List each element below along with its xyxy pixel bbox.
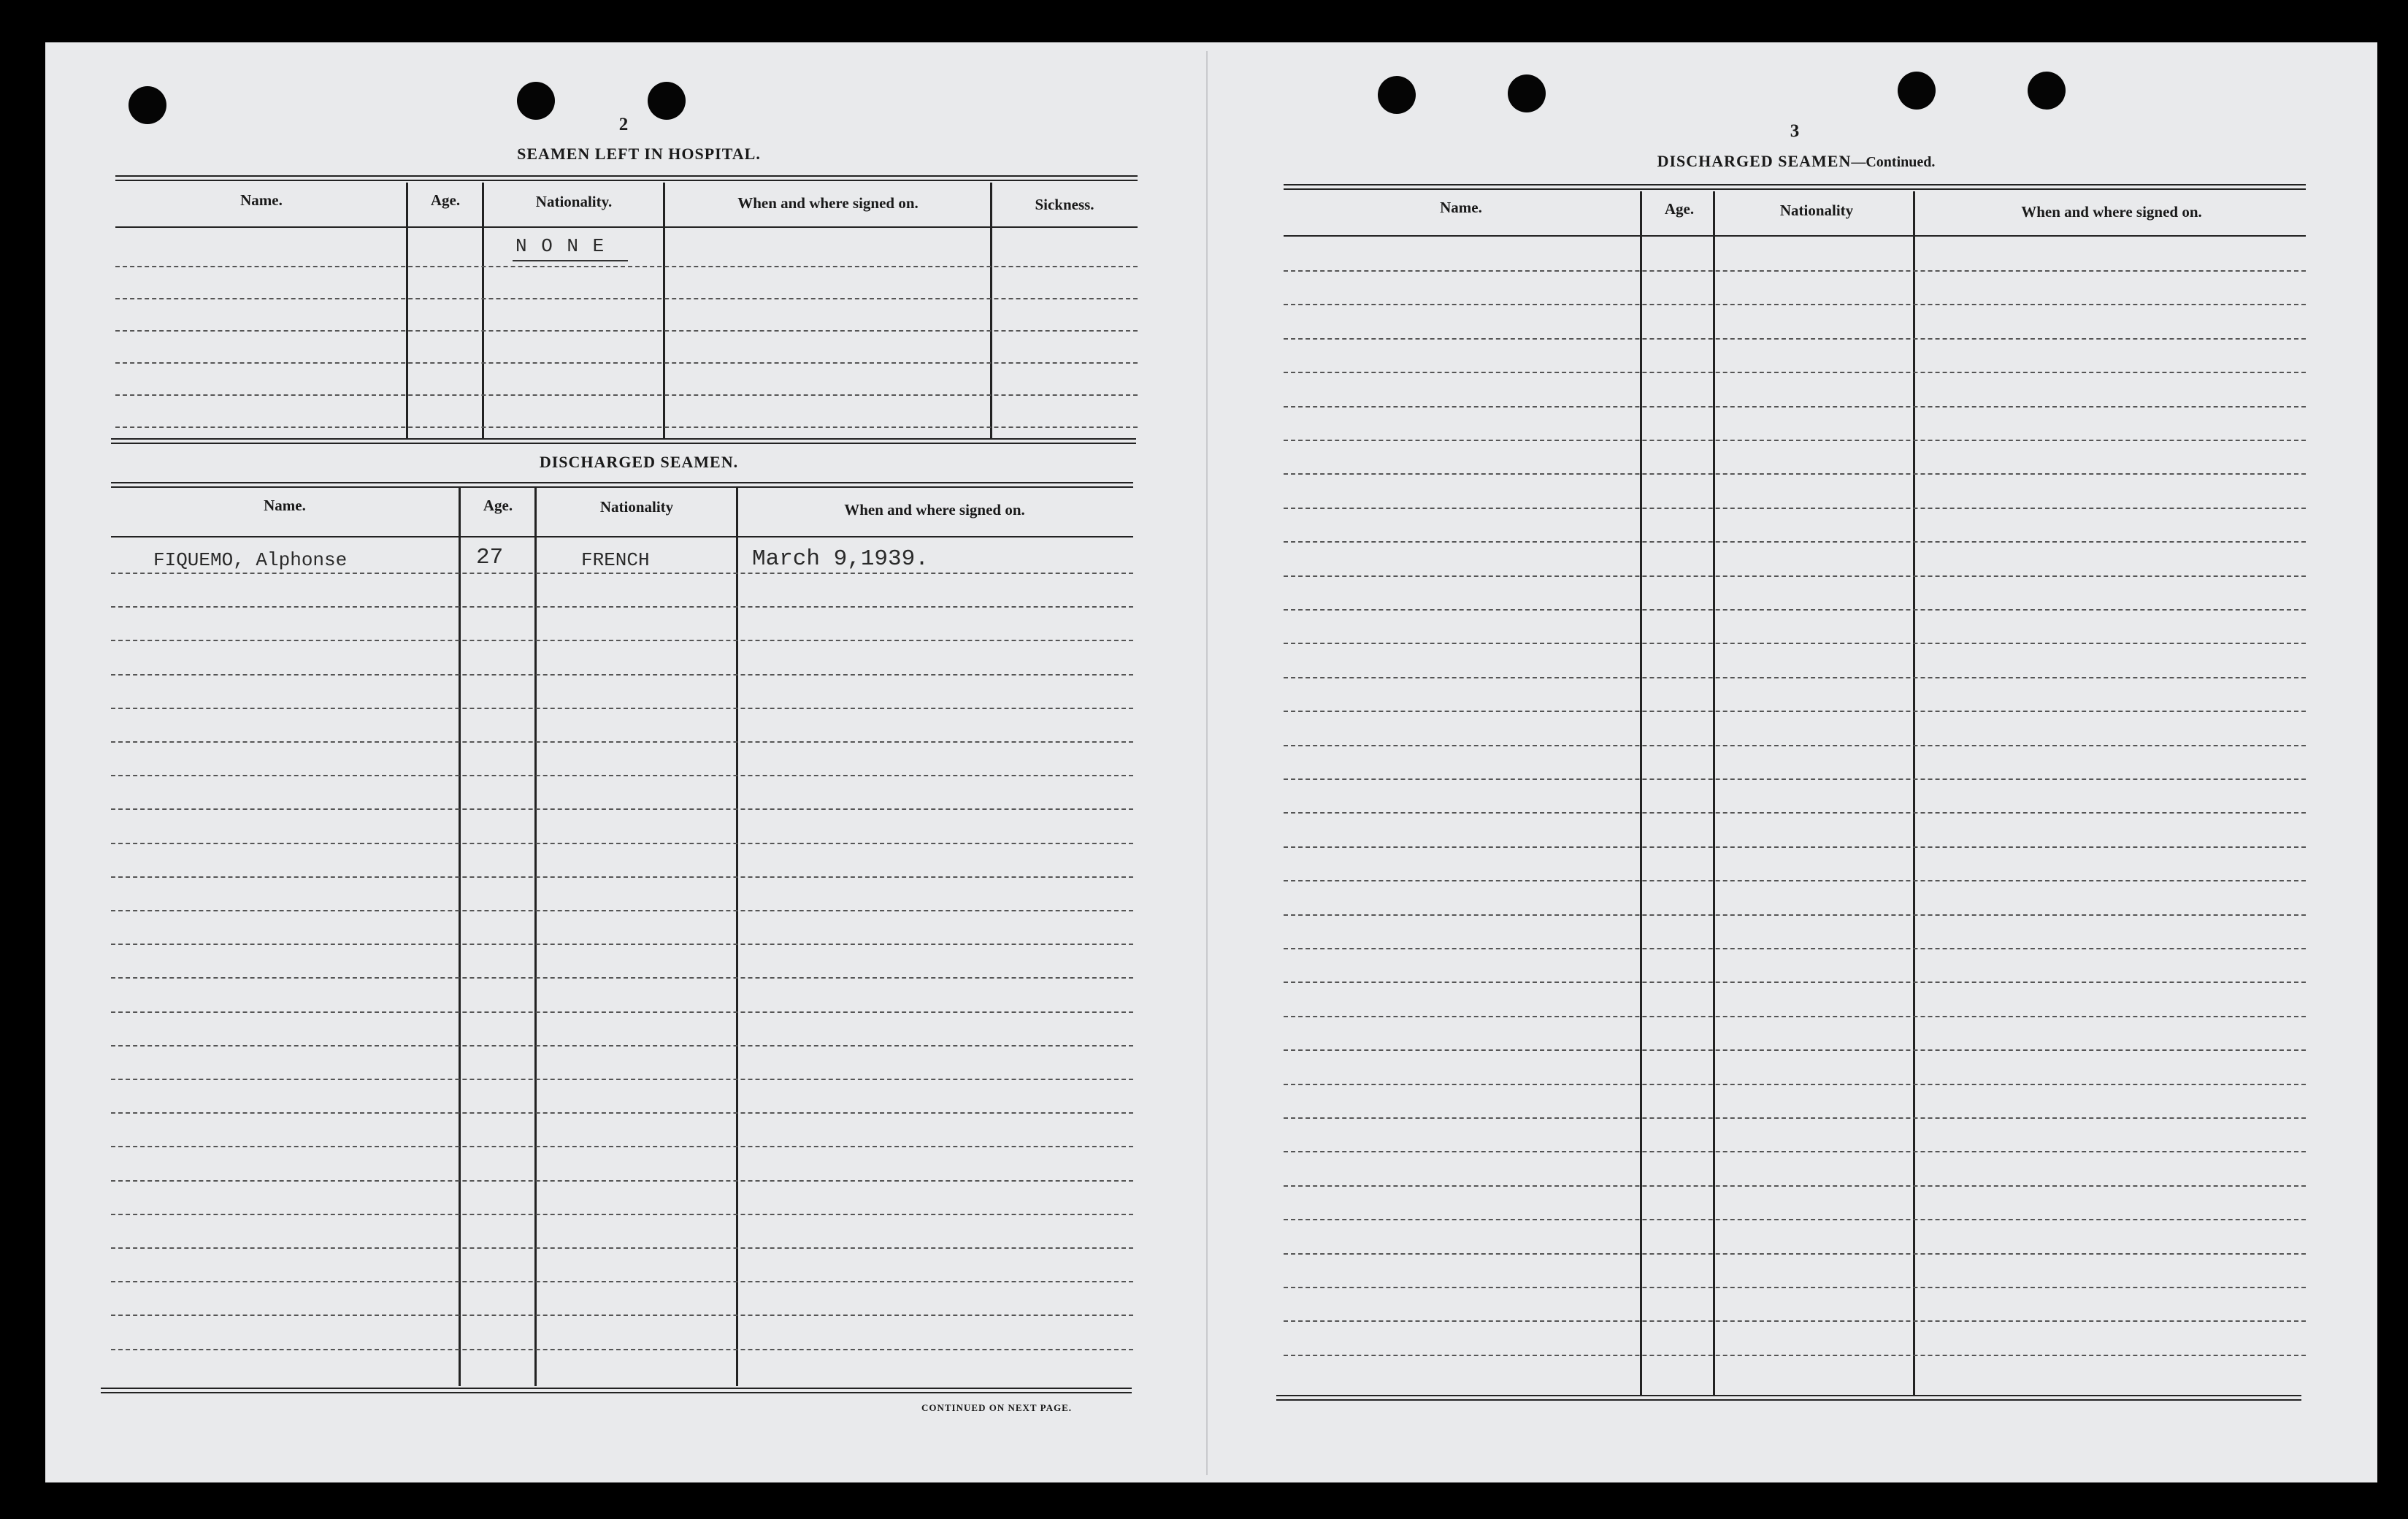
hospital-header-nationality: Nationality. xyxy=(535,193,613,210)
discharged-bottom-rule xyxy=(101,1388,1132,1393)
ruled-line xyxy=(1284,508,2306,509)
ruled-line xyxy=(111,944,1133,945)
ruled-line xyxy=(111,1315,1133,1316)
ruled-line xyxy=(1284,1287,2306,1288)
punch-hole xyxy=(1378,76,1416,114)
right-header-age: Age. xyxy=(1664,200,1695,218)
discharged-col-divider xyxy=(534,488,537,1386)
ruled-line xyxy=(111,573,1133,574)
hospital-header-sickness: Sickness. xyxy=(1035,196,1094,213)
continued-section-title-main: DISCHARGED SEAMEN xyxy=(1657,152,1852,170)
hospital-row-line xyxy=(115,330,1138,332)
ruled-line xyxy=(1284,643,2306,644)
ruled-line xyxy=(1284,609,2306,611)
hospital-header-age: Age. xyxy=(430,191,461,209)
hospital-header-name: Name. xyxy=(240,191,283,209)
ruled-line xyxy=(1284,541,2306,543)
ruled-line xyxy=(1284,778,2306,780)
discharged-col-divider xyxy=(736,488,738,1386)
ruled-line xyxy=(1284,1084,2306,1085)
right-header-signed-on: When and where signed on. xyxy=(2021,203,2202,221)
ruled-line xyxy=(1284,914,2306,916)
hospital-header-rule xyxy=(115,226,1138,228)
ruled-line xyxy=(111,1079,1133,1080)
hospital-none-underline xyxy=(513,260,628,261)
continued-footer: CONTINUED ON NEXT PAGE. xyxy=(921,1402,1072,1413)
punch-hole xyxy=(1898,72,1936,110)
ruled-line xyxy=(1284,1219,2306,1220)
ruled-line xyxy=(1284,745,2306,746)
ruled-line xyxy=(111,876,1133,878)
discharged-header-age: Age. xyxy=(483,497,513,514)
page-number-left: 2 xyxy=(618,115,629,134)
ruled-line xyxy=(1284,948,2306,949)
ruled-line xyxy=(111,1247,1133,1249)
ruled-line xyxy=(1284,1253,2306,1255)
hospital-top-rule xyxy=(115,175,1138,181)
ruled-line xyxy=(111,808,1133,810)
punch-hole xyxy=(517,82,555,120)
ruled-line xyxy=(1284,575,2306,577)
ruled-line xyxy=(111,843,1133,844)
ruled-line xyxy=(1284,1355,2306,1356)
discharged-row-nationality: FRENCH xyxy=(581,549,650,571)
discharged-top-rule xyxy=(111,482,1133,488)
continued-section-title-suffix: —Continued. xyxy=(1851,154,1936,170)
ruled-line xyxy=(111,1281,1133,1282)
ruled-line xyxy=(1284,1151,2306,1152)
hospital-header-signed-on: When and where signed on. xyxy=(737,194,919,212)
page-fold xyxy=(1206,51,1208,1475)
hospital-row-line xyxy=(115,266,1138,267)
ruled-line xyxy=(1284,473,2306,475)
discharged-header-nationality: Nationality xyxy=(599,498,674,516)
ruled-line xyxy=(111,1045,1133,1047)
punch-hole xyxy=(129,86,166,124)
discharged-header-rule xyxy=(111,536,1133,537)
hospital-none-entry: N O N E xyxy=(515,235,606,257)
hospital-col-divider xyxy=(406,183,408,438)
ruled-line xyxy=(111,1146,1133,1147)
hospital-col-divider xyxy=(482,183,484,438)
ruled-line xyxy=(1284,440,2306,441)
discharged-row-name: FIQUEMO, Alphonse xyxy=(153,549,348,571)
ruled-line xyxy=(111,1214,1133,1215)
hospital-row-line xyxy=(115,426,1138,428)
ruled-line xyxy=(1284,846,2306,848)
discharged-section-title: DISCHARGED SEAMEN. xyxy=(539,453,739,471)
ruled-line xyxy=(1284,677,2306,678)
hospital-col-divider xyxy=(990,183,992,438)
ruled-line xyxy=(111,708,1133,709)
hospital-col-divider xyxy=(663,183,665,438)
discharged-row-age: 27 xyxy=(476,545,504,570)
hospital-bottom-rule xyxy=(111,438,1136,444)
ruled-line xyxy=(1284,1117,2306,1119)
ruled-line xyxy=(1284,880,2306,881)
discharged-col-divider xyxy=(459,488,461,1386)
discharged-header-name: Name. xyxy=(264,497,306,514)
punch-hole xyxy=(2028,72,2066,110)
continued-section-title xyxy=(1577,152,2015,171)
ruled-line xyxy=(111,1180,1133,1182)
ruled-line xyxy=(111,606,1133,608)
ruled-line xyxy=(1284,406,2306,408)
right-top-rule xyxy=(1284,184,2306,190)
ruled-line xyxy=(1284,1320,2306,1322)
right-header-rule xyxy=(1284,235,2306,237)
punch-hole xyxy=(1508,74,1546,112)
ruled-line xyxy=(1284,711,2306,712)
punch-hole xyxy=(648,82,686,120)
ruled-line xyxy=(111,1011,1133,1013)
ruled-line xyxy=(111,741,1133,743)
page-number-right: 3 xyxy=(1790,121,1800,141)
ruled-line xyxy=(111,674,1133,676)
ruled-line xyxy=(111,775,1133,776)
right-header-name: Name. xyxy=(1440,199,1482,216)
right-header-nationality: Nationality xyxy=(1779,202,1854,219)
hospital-row-line xyxy=(115,362,1138,364)
ruled-line xyxy=(1284,304,2306,305)
document-sheet xyxy=(45,42,2377,1482)
hospital-row-line xyxy=(115,394,1138,396)
discharged-row-signed-on: March 9,1939. xyxy=(752,546,929,572)
ruled-line xyxy=(1284,338,2306,340)
ruled-line xyxy=(1284,1016,2306,1017)
ruled-line xyxy=(1284,1049,2306,1051)
ruled-line xyxy=(111,1349,1133,1350)
ruled-line xyxy=(111,1112,1133,1114)
hospital-section-title: SEAMEN LEFT IN HOSPITAL. xyxy=(517,145,761,163)
discharged-header-signed-on: When and where signed on. xyxy=(844,501,1025,519)
ruled-line xyxy=(1284,270,2306,272)
right-bottom-rule xyxy=(1276,1395,2301,1401)
ruled-line xyxy=(1284,982,2306,983)
ruled-line xyxy=(111,640,1133,641)
ruled-line xyxy=(1284,1185,2306,1187)
ruled-line xyxy=(1284,372,2306,373)
hospital-row-line xyxy=(115,298,1138,299)
ruled-line xyxy=(1284,812,2306,814)
ruled-line xyxy=(111,910,1133,911)
ruled-line xyxy=(111,977,1133,979)
